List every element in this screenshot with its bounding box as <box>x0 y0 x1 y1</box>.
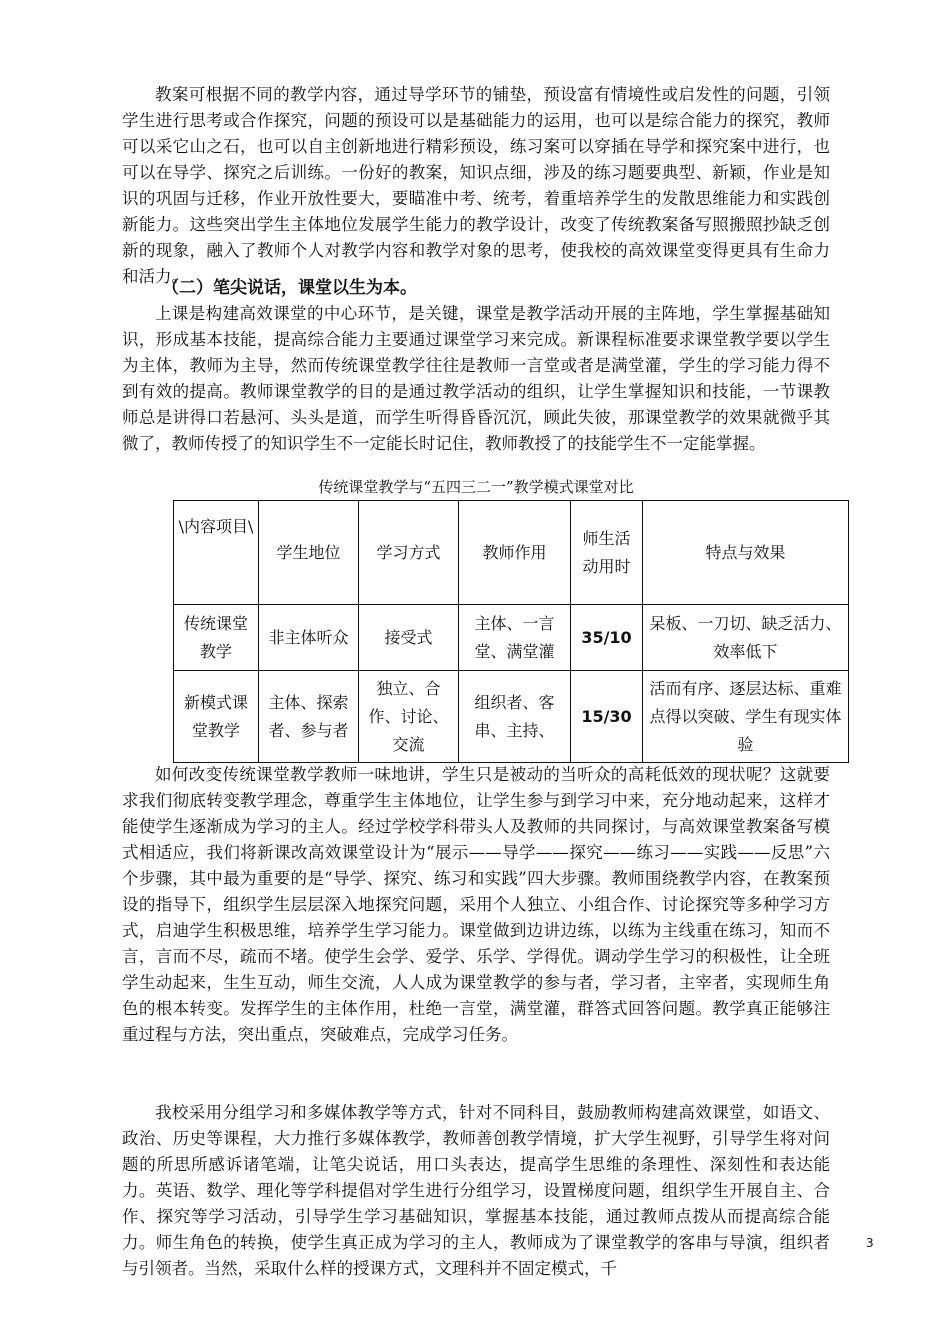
header-cell-teacher-role: 教师作用 <box>459 501 571 605</box>
table-header-row <box>174 501 849 605</box>
table-cell: 活而有序、逐层达标、重难点得以突破、学生有现实体验 <box>643 671 849 763</box>
header-cell-student-status: 学生地位 <box>259 501 359 605</box>
comparison-table <box>173 500 849 763</box>
table-row <box>174 671 849 763</box>
paragraph-methods: 我校采用分组学习和多媒体教学等方式，针对不同科目，鼓励教师构建高效课堂，如语文、政治、历史等课程，大力推行多媒体教学，教师善创教学情境，扩大学生视野，引导学生将对问题的所思所感诉诸笔端，让笔尖说话，用口头表达，提高学生思维的条理性、深刻性和表达能力。英语、数学、理化等学科提倡对学生进行分组学习，设置梯度问题，组织学生开展自主、合作、探究等学习活动，引导学生学习基础知识，掌握基本技能，通过教师点拨从而提高综合能力。师生角色的转换，使学生真正成为学习的主人，教师成为了课堂教学的客串与导演，组织者与引领者。当然，采取什么样的授课方式，文理科并不固定模式，千 <box>122 1103 830 1278</box>
page-number: 3 <box>866 1236 874 1250</box>
paragraph-transform: 如何改变传统课堂教学教师一味地讲，学生只是被动的当听众的高耗低效的现状呢？这就要求我们彻底转变教学理念，尊重学生主体地位，让学生参与到学习中来，充分地动起来，这样才能使学生逐渐成为学习的主人。经过学校学科带头人及教师的共同探讨，与高效课堂教案备写模式相适应，我们将新课改高效课堂设计为“展示——导学——探究——练习——实践——反思”六个步骤，其中最为重要的是“导学、探究、练习和实践”四大步骤。教师围绕教学内容，在教案预设的指导下，组织学生层层深入地探究问题，采用个人独立、小组合作、讨论探究等多种学习方式，启迪学生积极思维，培养学生学习能力。课堂做到边讲边练，以练为主线重在练习，知而不言，言而不尽，疏而不堵。使学生会学、爱学、乐学、学得优。调动学生学习的积极性，让全班学生动起来，生生互动，师生交流，人人成为课堂教学的参与者，学习者，主宰者，实现师生角色的根本转变。发挥学生的主体作用，杜绝一言堂，满堂灌，群答式回答问题。教学真正能够注重过程与方法，突出重点，突破难点，完成学习任务。 <box>122 765 830 1044</box>
header-cell-corner: \内容项目\ <box>174 501 259 605</box>
paragraph-classroom: 上课是构建高效课堂的中心环节，是关键，课堂是教学活动开展的主阵地，学生掌握基础知识，形成基本技能，提高综合能力主要通过课堂学习来完成。新课程标准要求课堂教学要以学生为主体，教师为主导，然而传统课堂教学往往是教师一言堂或者是满堂灌，学生的学习能力得不到有效的提高。教师课堂教学的目的是通过教学活动的组织，让学生掌握知识和技能，一节课教师总是讲得口若悬河、头头是道，而学生听得昏昏沉沉，顾此失彼，那课堂教学的效果就微乎其微了，教师传授了的知识学生不一定能长时记住，教师教授了的技能学生不一定能掌握。 <box>122 304 830 453</box>
table-cell: 主体、探索者、参与者 <box>259 671 359 763</box>
table-caption: 传统课堂教学与“五四三二一”教学模式课堂对比 <box>318 478 634 496</box>
row-label: 新模式课堂教学 <box>174 671 259 763</box>
paragraph-lesson-plan: 教案可根据不同的教学内容，通过导学环节的铺垫，预设富有情境性或启发性的问题，引领学生进行思考或合作探究，问题的预设可以是基础能力的运用，也可以是综合能力的探究，教师可以采它山之石，也可以自主创新地进行精彩预设，练习案可以穿插在导学和探究案中进行，也可以在导学、探究之后训练。一份好的教案，知识点细，涉及的练习题要典型、新颖，作业是知识的巩固与迁移，作业开放性要大，要瞄准中考、统考，着重培养学生的发散思维能力和实践创新能力。这些突出学生主体地位发展学生能力的教学设计，改变了传统教案备写照搬照抄缺乏创新的现象，融入了教师个人对教学内容和教学对象的思考，使我校的高效课堂变得更具有生命力和活力。 <box>122 85 830 286</box>
header-cell-learning-mode: 学习方式 <box>359 501 459 605</box>
table-cell: 组织者、客串、主持、 <box>459 671 571 763</box>
header-cell-effect: 特点与效果 <box>643 501 849 605</box>
table-cell-time: 15/30 <box>571 671 643 763</box>
table-cell: 非主体听众 <box>259 605 359 671</box>
table-cell: 独立、合作、讨论、交流 <box>359 671 459 763</box>
table-cell: 呆板、一刀切、缺乏活力、效率低下 <box>643 605 849 671</box>
row-label: 传统课堂教学 <box>174 605 259 671</box>
table-cell: 主体、一言堂、满堂灌 <box>459 605 571 671</box>
table-row <box>174 605 849 671</box>
table-cell-time: 35/10 <box>571 605 643 671</box>
header-cell-activity-time: 师生活动用时 <box>571 501 643 605</box>
section-heading: （二）笔尖说话，课堂以生为本。 <box>162 278 417 298</box>
table-cell: 接受式 <box>359 605 459 671</box>
